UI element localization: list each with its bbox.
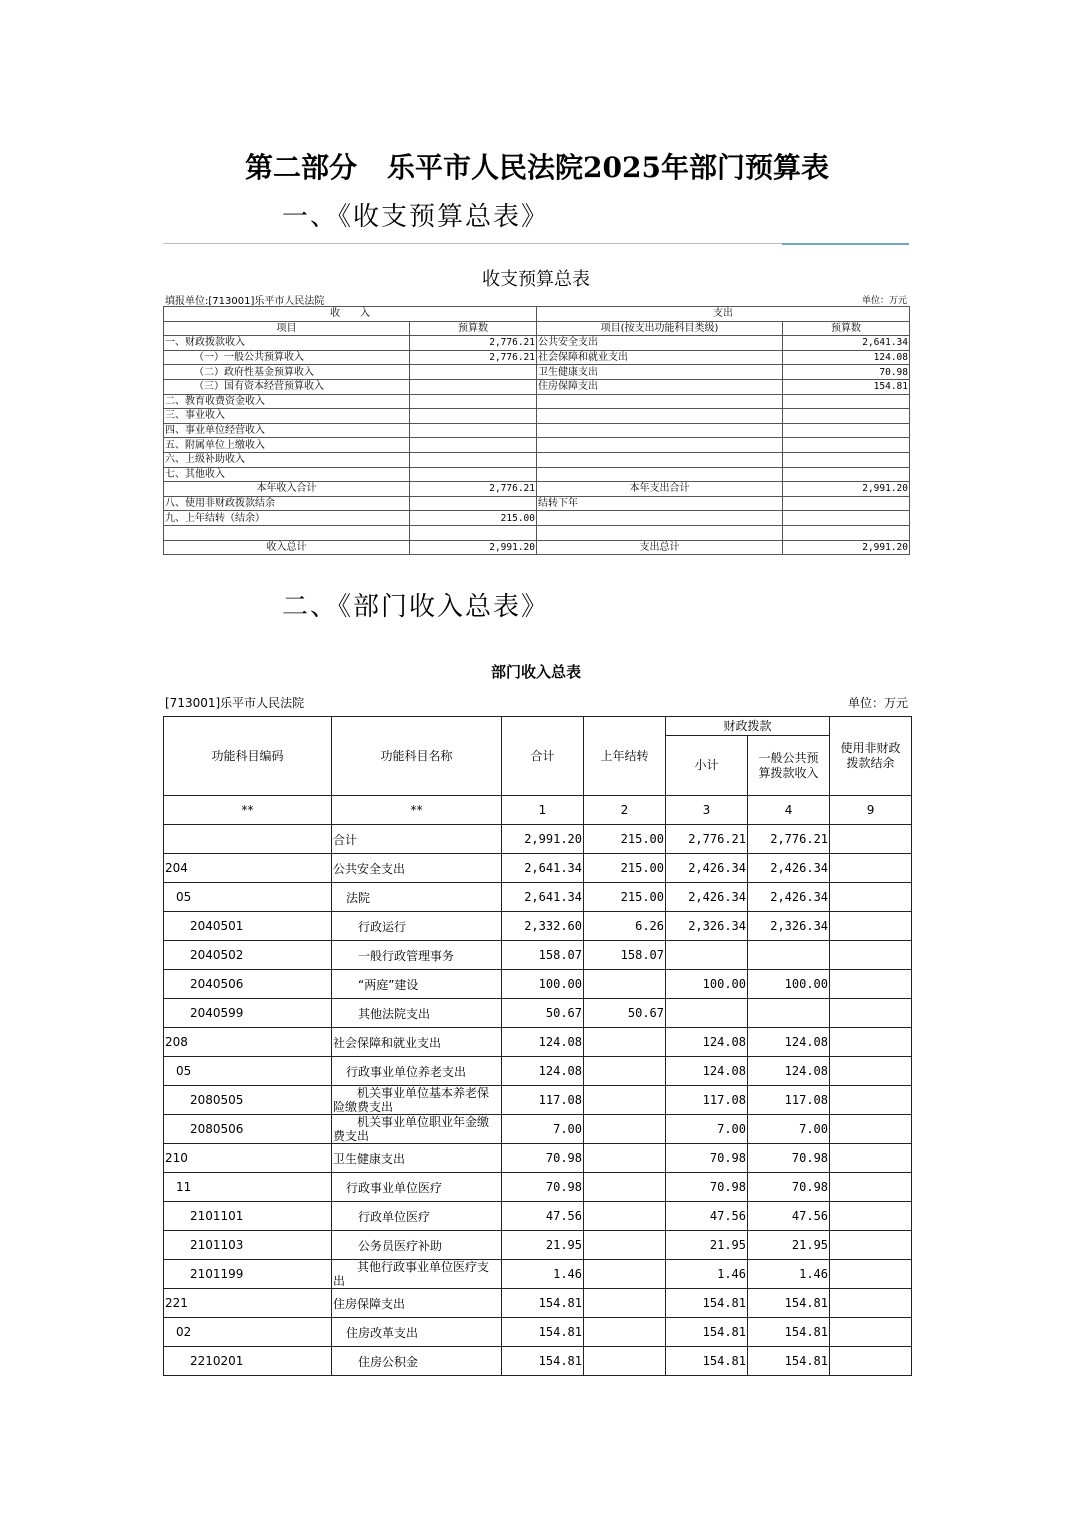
income-item: 四、事业单位经营收入 xyxy=(164,423,410,438)
income-value: 2,776.21 xyxy=(410,336,537,351)
row-general: 100.00 xyxy=(748,970,830,999)
table1-row xyxy=(164,350,910,365)
carry-next-label: 结转下年 xyxy=(537,496,783,511)
row8-label: 八、使用非财政拨款结余 xyxy=(164,496,410,511)
income-item: 五、附属单位上缴收入 xyxy=(164,438,410,453)
year-income-total: 2,776.21 xyxy=(410,482,537,497)
row-carry xyxy=(584,1115,666,1144)
income-item: 六、上级补助收入 xyxy=(164,452,410,467)
row-subtotal xyxy=(666,999,748,1028)
row-subtotal: 2,426.34 xyxy=(666,883,748,912)
row-general: 124.08 xyxy=(748,1057,830,1086)
row-total: 7.00 xyxy=(502,1115,584,1144)
row-carry xyxy=(584,1086,666,1115)
row-nonfiscal xyxy=(830,1260,912,1289)
income-item: 七、其他收入 xyxy=(164,467,410,482)
table-row xyxy=(164,1086,912,1115)
header-carry: 上年结转 xyxy=(584,717,666,796)
row-general: 154.81 xyxy=(748,1289,830,1318)
row-name xyxy=(332,1260,502,1289)
row-nonfiscal xyxy=(830,1231,912,1260)
table-row xyxy=(164,970,912,999)
row-total: 158.07 xyxy=(502,941,584,970)
row-code: 02 xyxy=(164,1318,332,1347)
col-item: 项目 xyxy=(164,321,410,336)
table1-row xyxy=(164,409,910,424)
index-cell: 9 xyxy=(830,796,912,825)
row-name: 卫生健康支出 xyxy=(332,1144,502,1173)
table-row xyxy=(164,1115,912,1144)
row-general: 1.46 xyxy=(748,1260,830,1289)
row9-label: 九、上年结转（结余） xyxy=(164,511,410,526)
expense-grand-label: 支出总计 xyxy=(537,540,783,555)
row-nonfiscal xyxy=(830,999,912,1028)
income-header: 收 入 xyxy=(164,307,537,322)
row-code: 05 xyxy=(164,883,332,912)
row-general: 47.56 xyxy=(748,1202,830,1231)
row-code: 2040599 xyxy=(164,999,332,1028)
row-name: 行政事业单位养老支出 xyxy=(332,1057,502,1086)
year-income-total-label: 本年收入合计 xyxy=(164,482,410,497)
header-fiscal: 财政拨款 xyxy=(666,717,830,736)
year-expense-total: 2,991.20 xyxy=(783,482,910,497)
row-general: 21.95 xyxy=(748,1231,830,1260)
row-total: 70.98 xyxy=(502,1173,584,1202)
table1-title: 收支预算总表 xyxy=(482,269,590,290)
expense-value xyxy=(783,423,910,438)
row-name: 行政单位医疗 xyxy=(332,1202,502,1231)
table2-unit-right: 单位：万元 xyxy=(847,696,908,710)
row-subtotal xyxy=(666,941,748,970)
table1-row xyxy=(164,365,910,380)
row-general: 70.98 xyxy=(748,1144,830,1173)
row-total: 50.67 xyxy=(502,999,584,1028)
row-subtotal: 154.81 xyxy=(666,1289,748,1318)
table1-col-header-row xyxy=(164,321,910,336)
income-item: 一、财政拨款收入 xyxy=(164,336,410,351)
expense-item xyxy=(537,394,783,409)
income-grand: 2,991.20 xyxy=(410,540,537,555)
income-value xyxy=(410,467,537,482)
expense-header: 支出 xyxy=(537,307,910,322)
row-subtotal: 117.08 xyxy=(666,1086,748,1115)
table2-index-row xyxy=(164,796,912,825)
index-cell: ** xyxy=(332,796,502,825)
row-nonfiscal xyxy=(830,825,912,854)
row-total: 47.56 xyxy=(502,1202,584,1231)
row-name: 社会保障和就业支出 xyxy=(332,1028,502,1057)
row-code: 2101101 xyxy=(164,1202,332,1231)
row-code: 2040506 xyxy=(164,970,332,999)
row-name: 合计 xyxy=(332,825,502,854)
row-total: 154.81 xyxy=(502,1347,584,1376)
row-general xyxy=(748,941,830,970)
row-subtotal: 7.00 xyxy=(666,1115,748,1144)
row-nonfiscal xyxy=(830,1028,912,1057)
row-total: 154.81 xyxy=(502,1289,584,1318)
table-row xyxy=(164,1318,912,1347)
table-row xyxy=(164,1028,912,1057)
row-general: 124.08 xyxy=(748,1028,830,1057)
row-subtotal: 70.98 xyxy=(666,1173,748,1202)
table1-empty-row xyxy=(164,525,910,540)
table-row xyxy=(164,1231,912,1260)
table-row xyxy=(164,1173,912,1202)
table1-row8 xyxy=(164,496,910,511)
table1-accent-line xyxy=(782,243,909,245)
table1-row xyxy=(164,452,910,467)
row-code xyxy=(164,825,332,854)
department-income-table xyxy=(163,716,912,1376)
expense-value xyxy=(783,394,910,409)
row-carry xyxy=(584,970,666,999)
row-nonfiscal xyxy=(830,1086,912,1115)
row-subtotal: 2,776.21 xyxy=(666,825,748,854)
expense-value: 124.08 xyxy=(783,350,910,365)
row-subtotal: 100.00 xyxy=(666,970,748,999)
table2-header-row-1 xyxy=(164,717,912,736)
row-name: “两庭”建设 xyxy=(332,970,502,999)
table1-unit-left: 填报单位:[713001]乐平市人民法院 xyxy=(165,296,325,307)
row-total: 2,991.20 xyxy=(502,825,584,854)
row-nonfiscal xyxy=(830,1318,912,1347)
table-row xyxy=(164,1347,912,1376)
row-code: 204 xyxy=(164,854,332,883)
income-value: 2,776.21 xyxy=(410,350,537,365)
table-row xyxy=(164,912,912,941)
page-title xyxy=(0,146,1074,186)
table-row xyxy=(164,999,912,1028)
row-general: 7.00 xyxy=(748,1115,830,1144)
row-nonfiscal xyxy=(830,912,912,941)
row-nonfiscal xyxy=(830,1173,912,1202)
row-code: 221 xyxy=(164,1289,332,1318)
row-code: 2080505 xyxy=(164,1086,332,1115)
expense-item: 卫生健康支出 xyxy=(537,365,783,380)
row-general xyxy=(748,999,830,1028)
table1-row xyxy=(164,379,910,394)
row-total: 154.81 xyxy=(502,1318,584,1347)
row-name xyxy=(332,1086,502,1115)
expense-item: 住房保障支出 xyxy=(537,379,783,394)
row-name: 法院 xyxy=(332,883,502,912)
col-expense-budget: 预算数 xyxy=(783,321,910,336)
row-carry xyxy=(584,1173,666,1202)
row-name: 行政运行 xyxy=(332,912,502,941)
expense-value xyxy=(783,467,910,482)
row-general: 70.98 xyxy=(748,1173,830,1202)
expense-item: 社会保障和就业支出 xyxy=(537,350,783,365)
table1-grand-total-row xyxy=(164,540,910,555)
expense-item: 公共安全支出 xyxy=(537,336,783,351)
income-value xyxy=(410,365,537,380)
header-total: 合计 xyxy=(502,717,584,796)
expense-value xyxy=(783,452,910,467)
table-row xyxy=(164,1202,912,1231)
budget-summary-table xyxy=(163,306,910,555)
expense-value xyxy=(783,438,910,453)
row-code: 2040502 xyxy=(164,941,332,970)
row-carry xyxy=(584,1202,666,1231)
row-name xyxy=(332,1115,502,1144)
row-subtotal: 70.98 xyxy=(666,1144,748,1173)
row-total: 2,641.34 xyxy=(502,854,584,883)
row-subtotal: 2,426.34 xyxy=(666,854,748,883)
row-code: 2101199 xyxy=(164,1260,332,1289)
table1-row xyxy=(164,438,910,453)
row-nonfiscal xyxy=(830,1144,912,1173)
header-general: 一般公共预算拨款收入 xyxy=(748,736,830,796)
row-carry xyxy=(584,1057,666,1086)
income-value xyxy=(410,438,537,453)
expense-item xyxy=(537,467,783,482)
table-row xyxy=(164,1289,912,1318)
row-subtotal: 1.46 xyxy=(666,1260,748,1289)
row-name: 其他法院支出 xyxy=(332,999,502,1028)
row-nonfiscal xyxy=(830,1202,912,1231)
income-item: 三、事业收入 xyxy=(164,409,410,424)
row-name-text: 其他行政事业单位医疗支出 xyxy=(333,1260,490,1288)
row-carry xyxy=(584,1347,666,1376)
expense-value xyxy=(783,409,910,424)
table-row xyxy=(164,1144,912,1173)
row-carry: 6.26 xyxy=(584,912,666,941)
row-general: 2,426.34 xyxy=(748,883,830,912)
row-name-text: 机关事业单位职业年金缴费支出 xyxy=(333,1115,490,1143)
row-carry xyxy=(584,1231,666,1260)
row-total: 70.98 xyxy=(502,1144,584,1173)
row-carry xyxy=(584,1144,666,1173)
table1-year-total-row xyxy=(164,482,910,497)
header-code: 功能科目编码 xyxy=(164,717,332,796)
income-value xyxy=(410,394,537,409)
row-nonfiscal xyxy=(830,1057,912,1086)
table1-row xyxy=(164,423,910,438)
table1-row xyxy=(164,394,910,409)
section-heading-2: 二、《部门收入总表》 xyxy=(282,592,550,622)
row-code: 2080506 xyxy=(164,1115,332,1144)
index-cell: 3 xyxy=(666,796,748,825)
row-carry xyxy=(584,1028,666,1057)
table-row xyxy=(164,1057,912,1086)
row9-value: 215.00 xyxy=(410,511,537,526)
row-total: 2,332.60 xyxy=(502,912,584,941)
row-name: 住房公积金 xyxy=(332,1347,502,1376)
income-value xyxy=(410,452,537,467)
row-name: 住房改革支出 xyxy=(332,1318,502,1347)
header-nonfiscal: 使用非财政拨款结余 xyxy=(830,717,912,796)
row-name-text: 机关事业单位基本养老保险缴费支出 xyxy=(333,1086,490,1114)
row-total: 117.08 xyxy=(502,1086,584,1115)
table2-unit-left: [713001]乐平市人民法院 xyxy=(165,696,305,710)
table1-row9 xyxy=(164,511,910,526)
expense-grand: 2,991.20 xyxy=(783,540,910,555)
part-label: 第二部分 xyxy=(245,151,358,184)
row-carry xyxy=(584,1260,666,1289)
row-total: 124.08 xyxy=(502,1057,584,1086)
table-row xyxy=(164,854,912,883)
table-row xyxy=(164,883,912,912)
table1-row xyxy=(164,467,910,482)
expense-item xyxy=(537,423,783,438)
expense-value: 70.98 xyxy=(783,365,910,380)
row-subtotal: 2,326.34 xyxy=(666,912,748,941)
table-row xyxy=(164,1260,912,1289)
row-total: 1.46 xyxy=(502,1260,584,1289)
table1-row xyxy=(164,336,910,351)
row-name: 一般行政管理事务 xyxy=(332,941,502,970)
row-code: 11 xyxy=(164,1173,332,1202)
table1-group-header-row xyxy=(164,307,910,322)
expense-value: 2,641.34 xyxy=(783,336,910,351)
row-name: 公共安全支出 xyxy=(332,854,502,883)
income-value xyxy=(410,409,537,424)
row-carry xyxy=(584,1289,666,1318)
income-value xyxy=(410,423,537,438)
row-subtotal: 124.08 xyxy=(666,1057,748,1086)
year-expense-total-label: 本年支出合计 xyxy=(537,482,783,497)
row-name: 公务员医疗补助 xyxy=(332,1231,502,1260)
row-carry: 215.00 xyxy=(584,854,666,883)
row-general: 154.81 xyxy=(748,1318,830,1347)
row-general: 117.08 xyxy=(748,1086,830,1115)
row-name: 住房保障支出 xyxy=(332,1289,502,1318)
row-general: 2,776.21 xyxy=(748,825,830,854)
col-expense-item: 项目(按支出功能科目类级) xyxy=(537,321,783,336)
row-subtotal: 154.81 xyxy=(666,1318,748,1347)
row-general: 154.81 xyxy=(748,1347,830,1376)
index-cell: ** xyxy=(164,796,332,825)
index-cell: 2 xyxy=(584,796,666,825)
title-text: 乐平市人民法院2025年部门预算表 xyxy=(387,151,829,184)
row-code: 208 xyxy=(164,1028,332,1057)
row-carry: 215.00 xyxy=(584,883,666,912)
income-item: 二、教育收费资金收入 xyxy=(164,394,410,409)
row-general: 2,326.34 xyxy=(748,912,830,941)
row-nonfiscal xyxy=(830,970,912,999)
row-nonfiscal xyxy=(830,854,912,883)
table-row xyxy=(164,825,912,854)
table1-unit-right: 单位：万元 xyxy=(861,296,907,306)
index-cell: 1 xyxy=(502,796,584,825)
row-subtotal: 154.81 xyxy=(666,1347,748,1376)
row-code: 05 xyxy=(164,1057,332,1086)
income-item: （一）一般公共预算收入 xyxy=(164,350,410,365)
row-total: 2,641.34 xyxy=(502,883,584,912)
row-nonfiscal xyxy=(830,1289,912,1318)
row-subtotal: 124.08 xyxy=(666,1028,748,1057)
expense-item xyxy=(537,452,783,467)
row-name: 行政事业单位医疗 xyxy=(332,1173,502,1202)
income-item: （二）政府性基金预算收入 xyxy=(164,365,410,380)
table-row xyxy=(164,941,912,970)
expense-item xyxy=(537,409,783,424)
header-name: 功能科目名称 xyxy=(332,717,502,796)
row-carry: 50.67 xyxy=(584,999,666,1028)
expense-value: 154.81 xyxy=(783,379,910,394)
row-total: 21.95 xyxy=(502,1231,584,1260)
col-budget: 预算数 xyxy=(410,321,537,336)
row-nonfiscal xyxy=(830,941,912,970)
header-subtotal: 小计 xyxy=(666,736,748,796)
row-nonfiscal xyxy=(830,883,912,912)
row-code: 2101103 xyxy=(164,1231,332,1260)
section-heading-1: 一、《收支预算总表》 xyxy=(282,202,550,232)
row-carry: 215.00 xyxy=(584,825,666,854)
row-total: 100.00 xyxy=(502,970,584,999)
row-subtotal: 47.56 xyxy=(666,1202,748,1231)
row-code: 2040501 xyxy=(164,912,332,941)
income-grand-label: 收入总计 xyxy=(164,540,410,555)
income-value xyxy=(410,379,537,394)
row-general: 2,426.34 xyxy=(748,854,830,883)
row-subtotal: 21.95 xyxy=(666,1231,748,1260)
row-code: 210 xyxy=(164,1144,332,1173)
row-nonfiscal xyxy=(830,1115,912,1144)
row-carry: 158.07 xyxy=(584,941,666,970)
row-total: 124.08 xyxy=(502,1028,584,1057)
row-carry xyxy=(584,1318,666,1347)
row-code: 2210201 xyxy=(164,1347,332,1376)
index-cell: 4 xyxy=(748,796,830,825)
table2-title: 部门收入总表 xyxy=(490,663,581,681)
expense-item xyxy=(537,438,783,453)
row-nonfiscal xyxy=(830,1347,912,1376)
income-item: （三）国有资本经营预算收入 xyxy=(164,379,410,394)
